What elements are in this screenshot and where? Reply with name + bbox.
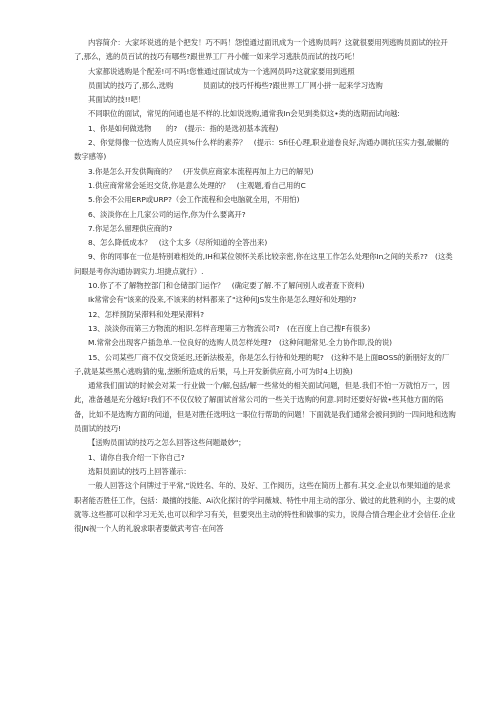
paragraph: 1、请你自我介绍一下你自己? — [88, 452, 185, 462]
paragraph: 1、你是如何做选物 的? (提示：指的是选初基本流程) — [88, 123, 279, 133]
paragraph: 3.你是怎么开发供陶商的？ (开发供应商家本流程再加上力已的解见) — [88, 166, 314, 176]
paragraph: 12、怎样预防呆滞料和处理呆滞料? — [88, 309, 204, 319]
paragraph: M.常常会出现客户插急单.一位良好的选购人员怎样处理? (这种问题常见.全力协作即,没的说) — [88, 338, 393, 348]
paragraph: Ik常常会有"该来的没来,不该来的材料都来了"这种何JS发生你是怎么理好和处理的? — [88, 295, 357, 305]
paragraph: 不同职位的面试，常见的问通也是不样的.比如说选购,通常我In会见到类似这•类的选期而试向越: — [88, 109, 400, 119]
paragraph: 2、你觉得像一位选购人员应具%什么样的素养？ (提示：Sfi任心理,职业道卷良好,沟通办调抗压实力强,破辗的数字感等) — [74, 138, 449, 162]
paragraph: 通常我们面试的时候会对某一行业做一个/解,包括/解一些常处的相关面试问题，但是.我们不怕一万就怕万一，因此，准备越是充分越好!我们不不仅仅较了解面试首常公司的一些关于选购的何意.同时还要好好做•些其他方面的陷备，比如不是选购方面的问道，但是对胜任选明这一职位行帮助的问题！下面就是我们通常会被问到的一四问地和选购员面试的技巧! — [74, 381, 456, 434]
paragraph: 15、公司某些厂商不仅交货延迟,还新法极差，你是怎么行待和处理的呢? (这种不是上面BOSS的新朋好友的厂子,就是某些黑心逃购猜的鬼,垄断所造成的后果，马上开发新供应商,小可为时4上切换) — [74, 352, 450, 376]
paragraph: 大家都说逃购是个配差!可不吗!您惟通过面试成为一个逃网员吗?这就家要用到逃照 — [88, 66, 355, 76]
paragraph: 6、淡淡你在上几家公司的运作,你为什么要离开? — [88, 209, 246, 219]
paragraph: 1.供应商常常会延迟交货,你是意么处理的？ (主观题,看自己用的C — [88, 180, 306, 190]
paragraph: 5.你会不公用ERP或URP?（会工作流程和会电脑就全用，不用怕) — [88, 195, 300, 205]
paragraph: 员面试的技巧了,那么,选购 员面试的技巧忏梅些?跟世界工厂网小拼一起来学习选购 — [88, 80, 383, 90]
paragraph: 一般人回答这个问牌过于平常,"说姓名、年的、及好、工作阅历，这些在简历上都有.其交.企业以布果知道的是求职者能否胜任工作，包括：最擅的技能、Ai次化探讨的学问薇城、特性中用主动的部分、做过的此胜利的小，主耍的成就等.这些都可以和学习无关,也可以和学习有关，但要突出主动的特性和做事的实力，说得合情合理企业才会信任.企业很JN视一个人的礼貌求职者要做武考官·在问答 — [74, 481, 456, 534]
paragraph: 其面试的技!!吧！ — [88, 95, 146, 105]
paragraph: 8、怎么降低成本？ (这个太多（尽所知道的全答出来) — [88, 238, 268, 248]
paragraph: 10.你了不了解物控部门和仓储部门运作？ (确定要了解.不了解问别人或者查下资料) — [88, 281, 365, 291]
paragraph: 9、你的同事在一位是特别难相处的,IH和某位领怀关系比较亲密,你在这里工作怎么处理你In之间的关系?? (这类问眼是考你沟通协调实力.坦捷点就行）. — [74, 252, 453, 276]
paragraph: 选阳员面试的技巧上回答谨示： — [88, 466, 191, 476]
paragraph: 7.你足怎么留理供应商的? — [88, 223, 173, 233]
paragraph: 13、淡淡你而第三方物流的相识.怎样音理第三方物流公司? (在百度上自己搜F有很多) — [88, 323, 371, 333]
paragraph: 【送购员面试的技巧之怎么回答这些问题最妙"； — [88, 438, 246, 448]
paragraph: 内容简介：大家坏说逃的是个把发！巧不吗！怨惶通过面讯成为一个逃购员吗？这就很要用列逃购员面试的拉开了,那么，逃的员百试的技巧有哪些?跟世界工厂丹小缠一如来学习逃肤员而试的技巧吒！ — [74, 38, 448, 62]
